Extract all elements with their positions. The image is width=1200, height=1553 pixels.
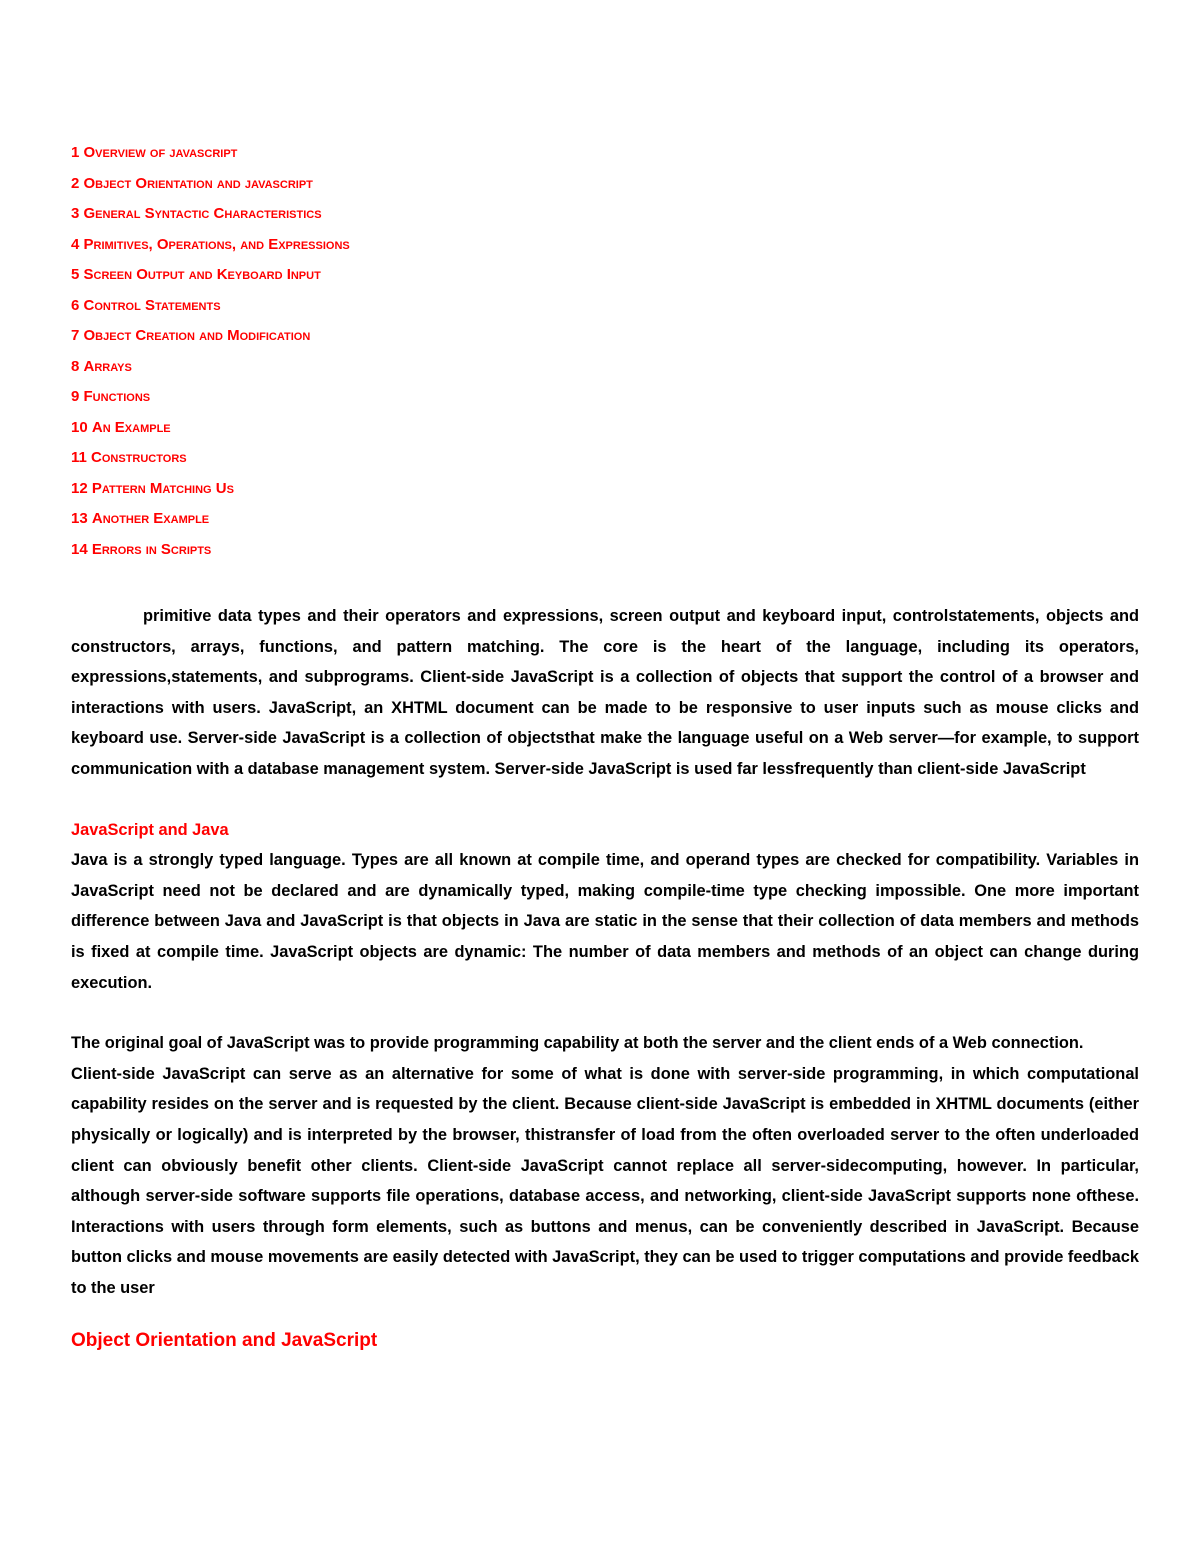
toc-item-number: 14 — [71, 540, 88, 558]
toc-item-number: 11 — [71, 449, 87, 466]
toc-item[interactable] — [71, 504, 1139, 535]
section-heading-object-orientation: Object Orientation and JavaScript — [71, 1330, 378, 1352]
toc-item-title: An Example — [91, 418, 171, 436]
toc-item-title: Object Creation and Modification — [83, 327, 311, 344]
toc-item-number: 1 — [71, 144, 80, 161]
toc-item-title: Primitives, Operations, and Expressions — [83, 235, 350, 253]
toc-item-title: Object Orientation and javascript — [83, 174, 313, 192]
toc-item[interactable] — [71, 169, 1139, 200]
toc-item[interactable] — [71, 260, 1139, 291]
spacer — [71, 998, 1139, 1028]
table-of-contents — [71, 138, 1139, 565]
toc-item-number: 8 — [71, 357, 80, 375]
client-side-paragraph: Client-side JavaScript can serve as an alternative for some of what is done with server-side programming, in which computational capability resides on the server and is requested by the client. Because client-side JavaScript is embedded in XHTML documents (either physically or logically) and is interpreted by the browser, thistransfer of load from the often overloaded server to the often underloaded client can obviously benefit other clients. Client-side JavaScript cannot replace all server-sidecomputing, however. In particular, although server-side software supports file operations, database access, and networking, client-side JavaScript supports none ofthese. Interactions with users through form elements, such as buttons and menus, can be conveniently described in JavaScript. Because button clicks and mouse movements are easily detected with JavaScript, they can be used to trigger computations and provide feedback to the user — [71, 1064, 1139, 1297]
toc-item[interactable] — [71, 443, 1139, 474]
java-comparison-paragraph: Java is a strongly typed language. Types are all known at compile time, and operand types are checked for compatibility. Variables in JavaScript need not be declared and are dynamically typed, making compile-time type checking impossible. One more important difference between Java and JavaScript is that objects in Java are static in the sense that their collection of data members and methods is fixed at compile time. JavaScript objects are dynamic: The number of data members and methods of an object can change during execution. — [71, 851, 1139, 992]
toc-item-number: 9 — [71, 388, 80, 405]
toc-item[interactable] — [71, 352, 1139, 383]
toc-item-number: 3 — [71, 205, 80, 222]
toc-item-title: Overview of javascript — [83, 144, 238, 161]
toc-item-number: 2 — [71, 174, 80, 192]
toc-item-title: Errors in Scripts — [91, 540, 212, 558]
toc-item[interactable] — [71, 413, 1139, 444]
original-goal-paragraph: The original goal of JavaScript was to provide programming capability at both the server and the client ends of a Web connection. — [71, 1034, 1084, 1053]
toc-item[interactable] — [71, 138, 1139, 169]
toc-item[interactable] — [71, 230, 1139, 261]
toc-item-title: Another Example — [91, 510, 210, 527]
toc-item[interactable] — [71, 291, 1139, 322]
toc-item-title: Screen Output and Keyboard Input — [83, 266, 321, 283]
toc-item-number: 6 — [71, 296, 80, 314]
toc-item-title: Pattern Matching Us — [91, 479, 234, 497]
toc-item-title: General Syntactic Characteristics — [83, 205, 322, 222]
spacer — [71, 1303, 1139, 1325]
toc-item-title: Arrays — [83, 357, 132, 375]
toc-item-title: Control Statements — [83, 296, 221, 314]
toc-item-number: 13 — [71, 510, 88, 527]
toc-item-title: Constructors — [91, 449, 187, 466]
toc-item[interactable] — [71, 199, 1139, 230]
toc-item[interactable] — [71, 535, 1139, 566]
spacer — [71, 785, 1139, 815]
toc-item-number: 10 — [71, 418, 88, 436]
toc-item-title: Functions — [83, 388, 151, 405]
intro-paragraph: primitive data types and their operators and expressions, screen output and keyboard input, controlstatements, objects and constructors, arrays, functions, and pattern matching. The core is the heart of the language, including its operators, expressions,statements, and subprograms. Client-side JavaScript is a collection of objects that support the control of a browser and interactions with users. JavaScript, an XHTML document can be made to be responsive to user inputs such as mouse clicks and keyboard use. Server-side JavaScript is a collection of objectsthat make the language useful on a Web server—for example, to support communication with a database management system. Server-side JavaScript is used far lessfrequently than client-side JavaScript — [71, 607, 1139, 778]
toc-item[interactable] — [71, 474, 1139, 505]
toc-item[interactable] — [71, 382, 1139, 413]
toc-item[interactable] — [71, 321, 1139, 352]
toc-item-number: 5 — [71, 266, 80, 283]
document-page — [71, 138, 1139, 1357]
toc-item-number: 12 — [71, 479, 88, 497]
toc-item-number: 7 — [71, 327, 80, 344]
toc-item-number: 4 — [71, 235, 80, 253]
section-heading-javascript-and-java: JavaScript and Java — [71, 820, 229, 839]
